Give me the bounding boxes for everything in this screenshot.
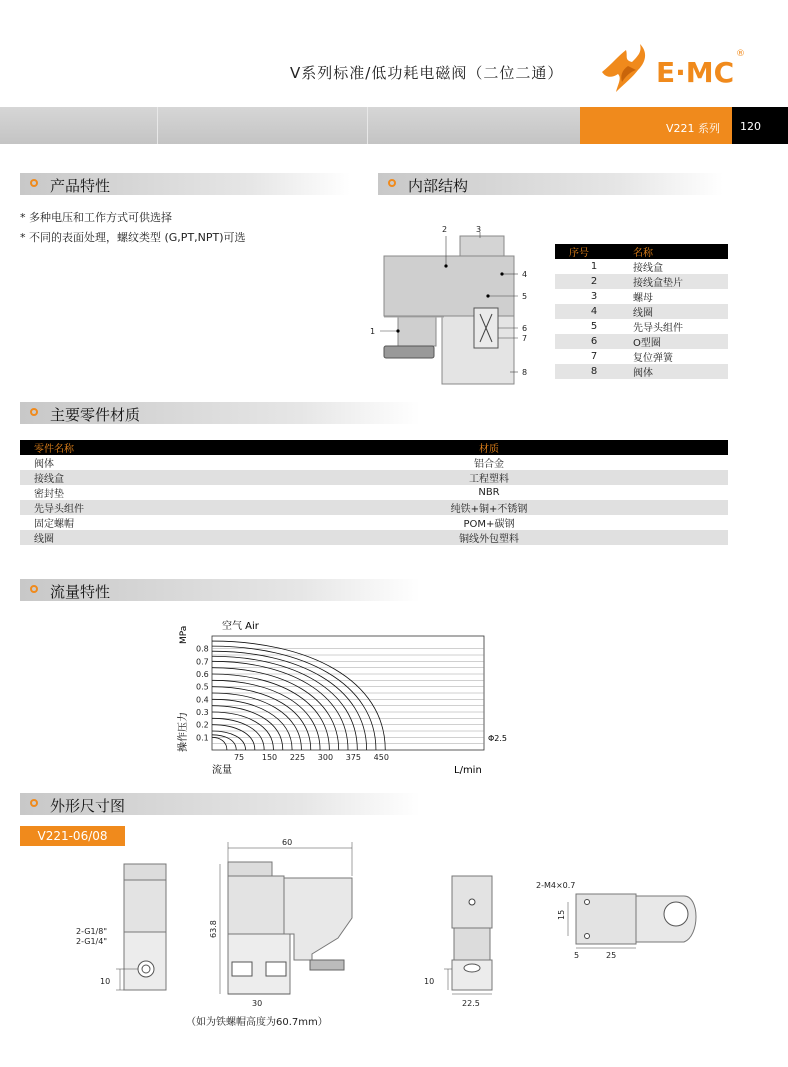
circle-bullet-icon: [30, 799, 38, 807]
part-no: 1: [590, 261, 598, 272]
page-number-box: [732, 107, 788, 144]
part-name: 复位弹簧: [633, 353, 673, 364]
y-tick-label: 0.2: [196, 720, 209, 730]
dim-label: 25: [606, 951, 617, 960]
x-axis-title: 流量: [212, 765, 232, 776]
part-name: O型圈: [633, 334, 728, 349]
part-no: 5: [590, 321, 598, 332]
dim-label: 5: [574, 951, 580, 960]
port-label: 2-G1/4": [76, 937, 108, 946]
circle-bullet-icon: [30, 179, 38, 187]
part-name: 接线盒: [20, 470, 250, 485]
brand-text: E·MC: [656, 56, 735, 89]
chart-title: 空气 Air: [222, 621, 259, 632]
series-label: V221 系列: [665, 122, 720, 135]
model-tag: V221-06/08: [20, 826, 125, 846]
section-title: 产品特性: [50, 177, 111, 195]
internal-structure-drawing: [360, 222, 540, 387]
y-tick-label: 0.4: [196, 695, 209, 705]
part-name: 固定螺帽: [34, 519, 74, 530]
part-name: 阀体: [633, 364, 728, 379]
parts-table: [555, 244, 728, 379]
part-no: 7: [590, 351, 598, 362]
y-tick-label: 0.6: [196, 670, 209, 679]
col-header-no: 序号: [555, 244, 633, 259]
x-tick-label: 75: [233, 753, 245, 762]
page-number: 120: [740, 120, 761, 133]
table-row: [20, 500, 728, 515]
flow-curve: [212, 656, 357, 750]
section-header-structure: [378, 173, 723, 195]
table-row: [555, 319, 728, 334]
table-row: [555, 304, 728, 319]
callout-label: 8: [522, 368, 528, 377]
flow-curve: [212, 693, 301, 750]
materials-table: [20, 440, 728, 545]
bar-divider: [157, 107, 158, 144]
part-name: 接线盒: [633, 263, 663, 274]
table-row: [555, 259, 728, 274]
dim-label: 10: [100, 977, 111, 986]
part-name: 线圈: [20, 530, 250, 545]
part-no: 6: [555, 334, 633, 349]
footnote: （如为铁螺帽高度为60.7mm）: [186, 1017, 328, 1028]
screw-label: 2-M4×0.7: [536, 881, 576, 890]
dim-label: 63.8: [209, 920, 218, 938]
flow-curve: [212, 668, 339, 750]
section-title: 流量特性: [50, 583, 111, 601]
table-row: [555, 364, 728, 379]
table-row: [20, 530, 728, 545]
x-tick-label: 300: [317, 753, 334, 762]
part-name: 阀体: [34, 459, 54, 470]
page-title: V系列标准/低功耗电磁阀（二位二通）: [290, 64, 564, 82]
part-no: 4: [555, 304, 633, 319]
material-value: 工程塑料: [250, 470, 728, 485]
table-row: [555, 289, 728, 304]
section-header-flow: [20, 579, 420, 601]
material-value: NBR: [478, 487, 500, 498]
part-no: 3: [590, 291, 598, 302]
series-badge: [580, 107, 732, 144]
y-tick-label: 0.7: [196, 657, 209, 667]
header-gray-bar: [0, 107, 580, 144]
x-tick-label: 375: [345, 753, 362, 762]
table-row: [555, 334, 728, 349]
part-name: 线圈: [633, 304, 728, 319]
feature-item: * 不同的表面处理，螺纹类型 (G,PT,NPT)可选: [20, 231, 246, 244]
section-header-materials: [20, 402, 420, 424]
callout-label: 4: [522, 270, 528, 279]
flow-chart: [170, 612, 520, 782]
section-title: 外形尺寸图: [50, 797, 126, 815]
callout-label: 3: [476, 225, 482, 234]
section-header-dimensions: [20, 793, 420, 815]
x-axis-unit: L/min: [454, 765, 482, 776]
dim-label: 30: [252, 999, 263, 1008]
bar-divider: [367, 107, 368, 144]
part-name: 先导头组件: [20, 500, 250, 515]
feature-item: * 多种电压和工作方式可供选择: [20, 211, 172, 224]
callout-label: 6: [522, 324, 528, 333]
table-row: [20, 455, 728, 470]
dim-label: 10: [424, 977, 435, 986]
part-name: 螺母: [633, 293, 653, 304]
part-no: 2: [555, 274, 633, 289]
y-tick-label: 0.3: [196, 708, 209, 717]
col-header-name: 名称: [633, 244, 728, 259]
table-row: [20, 485, 728, 500]
part-name: 接线盒垫片: [633, 274, 728, 289]
y-tick-label: 0.5: [196, 682, 209, 692]
circle-bullet-icon: [30, 585, 38, 593]
flow-curve: [212, 731, 246, 750]
flow-curve: [212, 718, 264, 750]
dim-label: 15: [557, 909, 566, 920]
table-row: [555, 274, 728, 289]
col-header-part: 零件名称: [20, 440, 250, 455]
callout-label: 1: [370, 327, 376, 336]
registered-mark: ®: [736, 49, 745, 59]
port-label: 2-G1/8": [76, 927, 108, 936]
x-tick-label: 450: [373, 753, 389, 762]
section-title: 主要零件材质: [50, 406, 141, 424]
part-no: 8: [555, 364, 633, 379]
material-value: 铝合金: [474, 459, 504, 470]
material-value: 纯铁+铜+不锈钢: [250, 500, 728, 515]
emc-logo: [598, 42, 748, 94]
dim-label: 60: [282, 838, 293, 847]
table-row: [20, 515, 728, 530]
callout-label: 2: [442, 225, 448, 234]
part-name: 密封垫: [34, 489, 64, 500]
section-header-features: [20, 173, 350, 195]
table-row: [555, 349, 728, 364]
x-tick-label: 225: [289, 753, 306, 762]
material-value: POM+碳钢: [463, 519, 515, 530]
y-tick-label: 0.8: [196, 644, 209, 654]
section-title: 内部结构: [408, 177, 469, 195]
dim-label: 22.5: [462, 999, 480, 1008]
y-axis-title: 操作压力: [178, 712, 189, 752]
material-value: 铜线外包塑料: [250, 530, 728, 545]
y-tick-label: 0.1: [196, 733, 209, 743]
callout-label: 5: [522, 292, 528, 301]
circle-bullet-icon: [30, 408, 38, 416]
flow-curve: [212, 646, 376, 750]
flow-curve: [212, 680, 320, 750]
series-label: Φ2.5: [488, 734, 508, 743]
dimension-drawings: [60, 836, 760, 1011]
y-unit: MPa: [179, 625, 189, 644]
part-name: 先导头组件: [633, 323, 683, 334]
x-tick-label: 150: [261, 753, 278, 762]
griffin-logo-icon: [598, 42, 748, 94]
callout-label: 7: [522, 334, 528, 343]
col-header-material: 材质: [250, 440, 728, 455]
table-row: [20, 470, 728, 485]
circle-bullet-icon: [388, 179, 396, 187]
